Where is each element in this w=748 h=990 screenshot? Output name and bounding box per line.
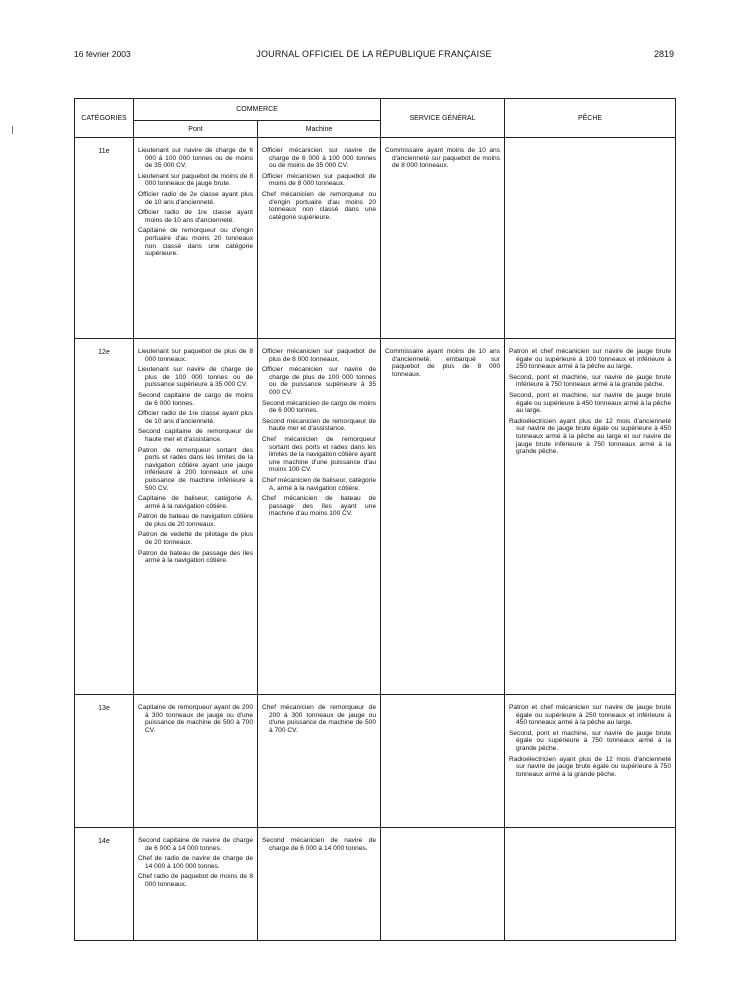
- pont-entry: Capitaine de baliseur, catégorie A, armé à la navigation côtière.: [138, 495, 253, 510]
- pont-entry: Patron de vedette de pilotage de plus de 20 tonneaux.: [138, 531, 253, 547]
- peche-entry: Second, pont et machine, sur navire de jauge brute égale ou supérieure à 750 tonneaux armé à la grande pêche.: [509, 729, 671, 752]
- service-entry: Commissaire ayant moins de 10 ans d'ancienneté, embarqué sur paquebot de plus de 8 000 tonneaux.: [385, 348, 500, 378]
- service-cell: [381, 339, 505, 695]
- pont-entry: Second capitaine de navire de charge de 6 000 à 14 000 tonnes.: [138, 837, 253, 852]
- peche-cell: [505, 138, 676, 339]
- header-peche-label: PÊCHE: [577, 114, 603, 122]
- machine-entry: Chef mécanicien de remorqueur sortant des ports et rades dans les limites de la navigation côtière ayant une machine d'une puissance d'au moins 100 CV.: [262, 435, 376, 474]
- header-commerce: COMMERCE: [134, 99, 381, 121]
- pont-entry: Chef radio de paquebot de moins de 8 000 tonneaux.: [138, 873, 253, 888]
- peche-entry: Second, pont et machine, sur navire de jauge brute égale ou supérieure à 450 tonneaux armé à la pêche au large.: [509, 391, 671, 415]
- peche-entry: Second, pont et machine, sur navire de jauge brute inférieure à 750 tonneaux armé à la grande pêche.: [509, 373, 671, 389]
- header-service-label: SERVICE GÉNÉRAL: [409, 114, 476, 122]
- machine-cell: [258, 828, 381, 941]
- pont-entry: Capitaine de remorqueur ou d'engin portuaire d'au moins 20 tonneaux non classé dans une catégorie supérieure.: [138, 227, 253, 258]
- pont-entry: Second capitaine de remorqueur de haute mer et d'assistance.: [138, 428, 253, 443]
- pont-entry: Officier radio de 1re classe ayant moins de 10 ans d'ancienneté.: [138, 209, 253, 224]
- pont-entry: Lieutenant sur navire de charge de 6 000 à 100 000 tonnes ou de moins de 35 000 CV.: [138, 147, 253, 170]
- pont-cell: [134, 339, 258, 695]
- service-entry: Commissaire ayant moins de 10 ans d'ancienneté sur paquebot de moins de 8 000 tonneaux.: [385, 147, 500, 170]
- running-header: [74, 49, 674, 63]
- service-cell: [381, 828, 505, 941]
- category-row: [75, 695, 676, 828]
- pont-entry: Lieutenant sur paquebot de moins de 8 000 tonneaux de jauge brute.: [138, 172, 253, 188]
- header-machine: Machine: [258, 121, 381, 138]
- category-label: 11e: [75, 138, 134, 339]
- header-service-general: [381, 99, 505, 138]
- service-cell: [381, 695, 505, 828]
- category-label: 13e: [75, 695, 134, 828]
- peche-entry: Radioélectricien ayant plus de 12 mois d'ancienneté sur navire de jauge brute égale ou supérieure à 450 tonneaux armé à la pêche au large et sur navire de jauge brute inférieure à 750 tonneaux armé à la grande pêche.: [509, 417, 671, 456]
- header-peche: [505, 99, 676, 138]
- category-row: [75, 138, 676, 339]
- peche-entry: Patron et chef mécanicien sur navire de jauge brute égale ou supérieure à 100 tonneaux et inférieure à 250 tonneaux armé à la pêche au large.: [509, 348, 671, 371]
- header-pont: Pont: [134, 121, 258, 138]
- machine-cell: [258, 339, 381, 695]
- pont-cell: [134, 828, 258, 941]
- issue-date: 16 février 2003: [74, 49, 131, 59]
- machine-entry: Second mécanicien de cargo de moins de 6 000 tonnes.: [262, 399, 376, 415]
- service-cell: [381, 138, 505, 339]
- peche-entry: Patron et chef mécanicien sur navire de jauge brute égale ou supérieure à 250 tonneaux et inférieure à 450 tonneaux armé à la pêche au large.: [509, 704, 671, 727]
- pont-entry: Patron de bateau de navigation côtière de plus de 20 tonneaux.: [138, 513, 253, 528]
- machine-entry: Officier mécanicien sur paquebot de plus de 8 000 tonneaux.: [262, 348, 376, 363]
- categories-table: [74, 98, 675, 941]
- peche-cell: [505, 828, 676, 941]
- pont-entry: Capitaine de remorqueur ayant de 200 à 300 tonneaux de jauge ou d'une puissance de machine de 500 à 700 CV.: [138, 704, 253, 734]
- machine-entry: Officier mécanicien sur paquebot de moins de 8 000 tonneaux.: [262, 172, 376, 188]
- pont-entry: Lieutenant sur paquebot de plus de 8 000 tonneaux.: [138, 348, 253, 363]
- pont-entry: Second capitaine de cargo de moins de 6 000 tonnes.: [138, 391, 253, 407]
- machine-cell: [258, 695, 381, 828]
- category-label: 12e: [75, 339, 134, 695]
- peche-entry: Radioélectricien ayant plus de 12 mois d'ancienneté sur navire de jauge brute égale ou supérieure à 750 tonneaux armé à la grande pêche.: [509, 755, 671, 778]
- machine-entry: Chef mécanicien de remorqueur de 200 à 300 tonneaux de jauge ou d'une puissance de machine de 500 à 700 CV.: [262, 704, 376, 734]
- category-label: 14e: [75, 828, 134, 941]
- peche-cell: [505, 339, 676, 695]
- pont-entry: Chef de radio de navire de charge de 14 000 à 100 000 tonnes.: [138, 855, 253, 870]
- machine-entry: Second mécanicien de navire de charge de 6 000 à 14 000 tonnes.: [262, 837, 376, 852]
- journal-title: JOURNAL OFFICIEL DE LA RÉPUBLIQUE FRANÇAISE: [256, 49, 492, 59]
- table-body: [75, 138, 676, 941]
- machine-entry: Officier mécanicien sur navire de charge de 6 000 à 100 000 tonnes ou de moins de 35 000 CV.: [262, 147, 376, 170]
- pont-cell: [134, 695, 258, 828]
- pont-entry: Patron de remorqueur sortant des ports et rades dans les limites de la navigation côtière ayant une jauge inférieure à 200 tonneaux et une puissance de machine inférieure à 500 CV.: [138, 446, 253, 492]
- peche-cell: [505, 695, 676, 828]
- header-categories: CATÉGORIES: [75, 99, 134, 138]
- pont-cell: [134, 138, 258, 339]
- machine-entry: Chef mécanicien de baliseur, catégorie A, armé à la navigation côtière.: [262, 476, 376, 492]
- machine-cell: [258, 138, 381, 339]
- page-number: 2819: [653, 49, 674, 59]
- machine-entry: Second mécanicien de remorqueur de haute mer et d'assistance.: [262, 417, 376, 433]
- machine-entry: Officier mécanicien sur navire de charge de plus de 100 000 tonnes ou de puissance supérieure à 35 000 CV.: [262, 366, 376, 396]
- machine-entry: Chef mécanicien de bateau de passage des îles ayant une machine d'au moins 100 CV.: [262, 495, 376, 518]
- category-row: [75, 828, 676, 941]
- machine-entry: Chef mécanicien de remorqueur ou d'engin portuaire d'au moins 20 tonneaux non classé dans une catégorie supérieure.: [262, 190, 376, 221]
- pont-entry: Lieutenant sur navire de charge de plus de 100 000 tonnes ou de puissance supérieure à 35 000 CV.: [138, 366, 253, 389]
- category-row: [75, 339, 676, 695]
- pont-entry: Officier radio de 1re classe ayant plus de 10 ans d'ancienneté.: [138, 410, 253, 425]
- pont-entry: Patron de bateau de passage des îles armé à la navigation côtière.: [138, 549, 253, 565]
- pont-entry: Officier radio de 2e classe ayant plus de 10 ans d'ancienneté.: [138, 190, 253, 206]
- margin-mark: [12, 126, 13, 134]
